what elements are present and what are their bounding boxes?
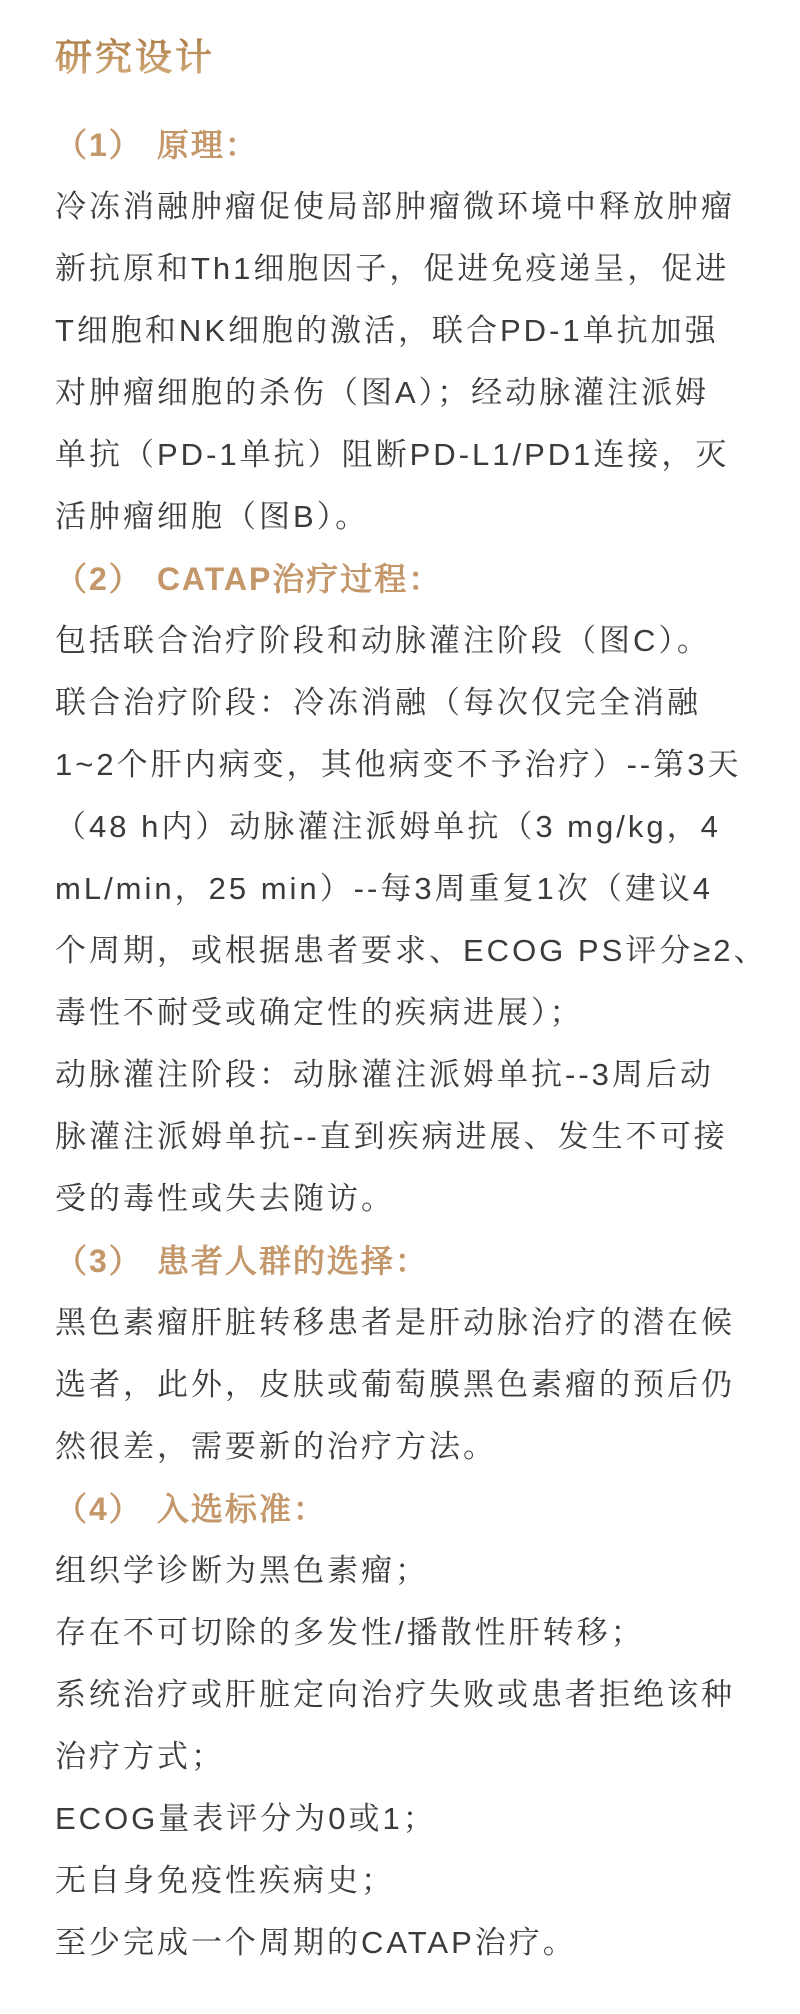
section-2-line-8: 动脉灌注阶段：动脉灌注派姆单抗--3周后动 [55, 1057, 714, 1092]
section-1-line-6: 活肿瘤细胞（图B）。 [55, 499, 370, 534]
section-2-line-4: （48 h内）动脉灌注派姆单抗（3 mg/kg，4 [55, 809, 721, 844]
sections-container [55, 114, 768, 1974]
section-3-number: （3） [55, 1243, 143, 1279]
section-4-line-7: 至少完成一个周期的CATAP治疗。 [55, 1925, 577, 1960]
section-1-line-3: T细胞和NK细胞的激活，联合PD-1单抗加强 [55, 313, 719, 348]
section-4-line-3: 系统治疗或肝脏定向治疗失败或患者拒绝该种 [55, 1677, 735, 1712]
section-2-line-2: 联合治疗阶段：冷冻消融（每次仅完全消融 [55, 685, 701, 720]
section-4-line-4: 治疗方式； [55, 1739, 225, 1774]
section-3-title: 患者人群的选择： [156, 1243, 429, 1279]
section-2-title: CATAP治疗过程： [156, 561, 443, 597]
section-2-line-6: 个周期，或根据患者要求、ECOG PS评分≥2、 [55, 933, 768, 968]
section-1-number: （1） [55, 127, 143, 163]
section-2-line-5: mL/min，25 min）--每3周重复1次（建议4 [55, 871, 714, 906]
page-title: 研究设计 [55, 34, 750, 84]
section-4-line-2: 存在不可切除的多发性/播散性肝转移； [55, 1615, 645, 1650]
section-3-heading [55, 1230, 750, 1292]
section-4-heading [55, 1478, 750, 1540]
section-2-line-3: 1~2个肝内病变，其他病变不予治疗）--第3天 [55, 747, 742, 782]
section-1-heading [55, 114, 750, 176]
section-3-line-1: 黑色素瘤肝脏转移患者是肝动脉治疗的潜在候 [55, 1305, 735, 1340]
section-1-line-5: 单抗（PD-1单抗）阻断PD-L1/PD1连接，灭 [55, 437, 730, 472]
section-1-line-2: 新抗原和Th1细胞因子，促进免疫递呈，促进 [55, 251, 730, 286]
section-4-line-5: ECOG量表评分为0或1； [55, 1801, 437, 1836]
section-4-title: 入选标准： [156, 1491, 327, 1527]
section-2-number: （2） [55, 561, 143, 597]
section-2-line-7: 毒性不耐受或确定性的疾病进展）； [55, 995, 584, 1030]
section-2-line-10: 受的毒性或失去随访。 [55, 1181, 395, 1216]
section-4-line-6: 无自身免疫性疾病史； [55, 1863, 395, 1898]
section-2-line-1: 包括联合治疗阶段和动脉灌注阶段（图C）。 [55, 623, 711, 658]
section-3-line-3: 然很差，需要新的治疗方法。 [55, 1429, 497, 1464]
section-4-line-1: 组织学诊断为黑色素瘤； [55, 1553, 429, 1588]
section-1-line-1: 冷冻消融肿瘤促使局部肿瘤微环境中释放肿瘤 [55, 189, 735, 224]
section-1-line-4: 对肿瘤细胞的杀伤（图A）；经动脉灌注派姆 [55, 375, 710, 410]
section-2-line-9: 脉灌注派姆单抗--直到疾病进展、发生不可接 [55, 1119, 728, 1154]
section-4-number: （4） [55, 1491, 143, 1527]
section-1-title: 原理： [156, 127, 259, 163]
section-3-line-2: 选者，此外，皮肤或葡萄膜黑色素瘤的预后仍 [55, 1367, 735, 1402]
section-2-heading [55, 548, 750, 610]
